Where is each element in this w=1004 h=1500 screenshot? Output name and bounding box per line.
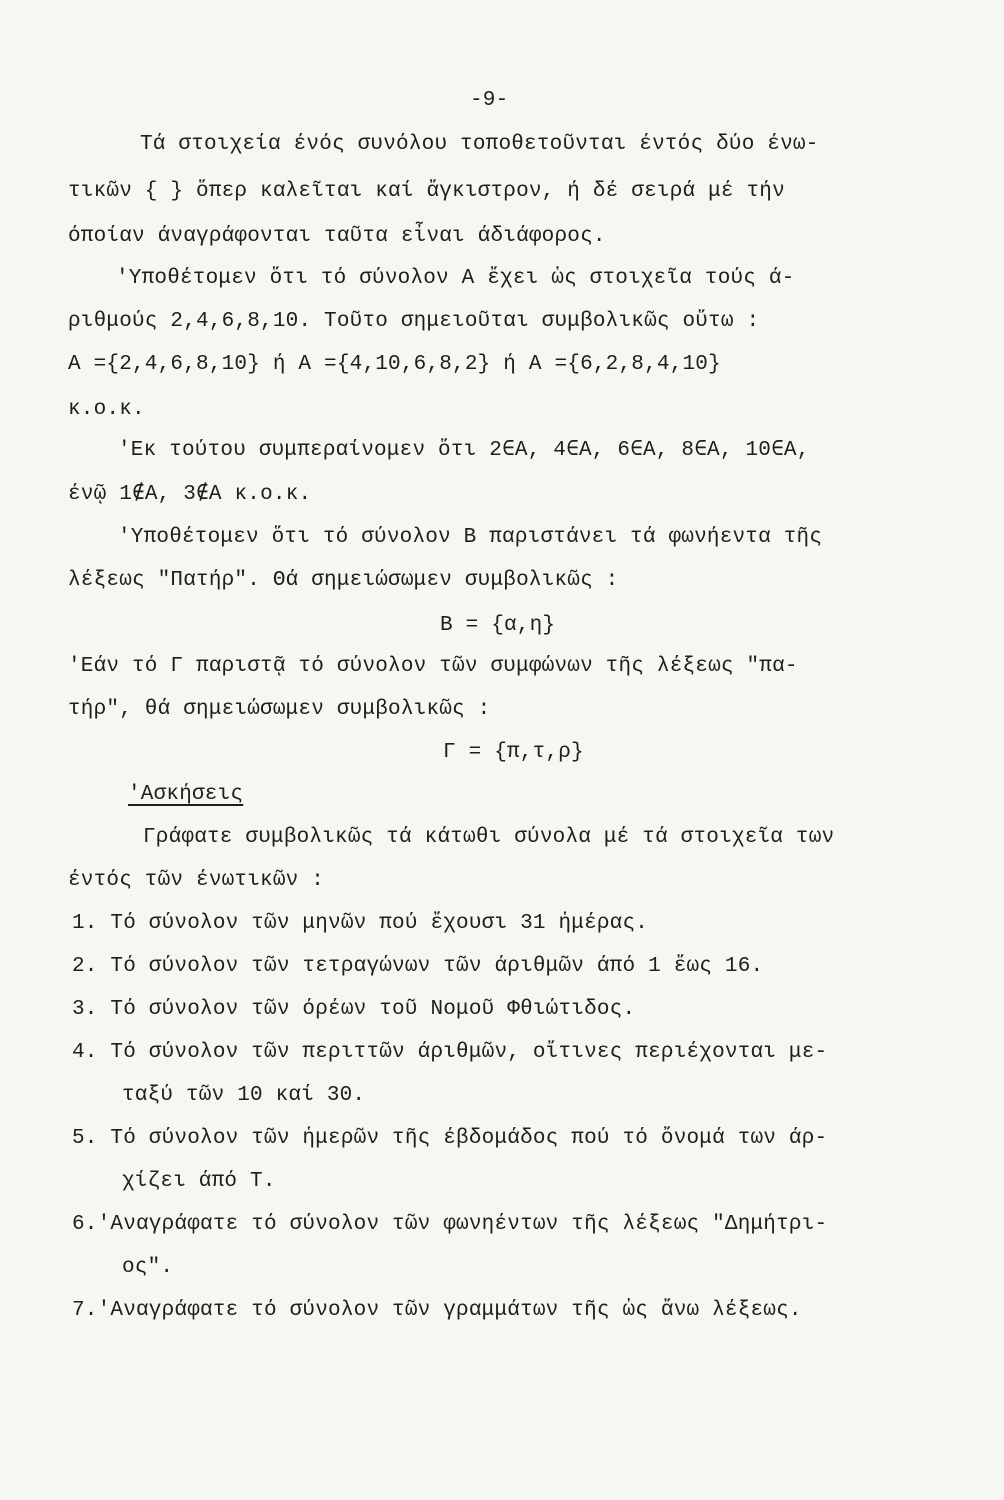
- exercise-1: 1. Τό σύνολον τῶν μηνῶν πού ἔχουσι 31 ἡμέρας.: [72, 912, 649, 935]
- text-line-14: τήρ", θά σημειώσωμεν συμβολικῶς :: [68, 698, 491, 721]
- exercises-heading: 'Ασκήσεις: [128, 783, 244, 806]
- exercise-7: 7.'Αναγράφατε τό σύνολον τῶν γραμμάτων τῆς ὡς ἄνω λέξεως.: [72, 1299, 802, 1322]
- text-line-2: τικῶν { } ὅπερ καλεῖται καί ἄγκιστρον, ή δέ σειρά μέ τήν: [68, 180, 785, 203]
- set-c-definition: Γ = {π,τ,ρ}: [443, 741, 584, 764]
- text-line-11: λέξεως "Πατήρ". Θά σημειώσωμεν συμβολικῶς :: [68, 569, 619, 592]
- exercise-6: 6.'Αναγράφατε τό σύνολον τῶν φωνηέντων τῆς λέξεως "Δημήτρι-: [72, 1213, 828, 1236]
- exercise-5: 5. Τό σύνολον τῶν ἡμερῶν τῆς έβδομάδος πού τό ὄνομά των άρ-: [72, 1127, 828, 1150]
- text-line-3: όποίαν άναγράφονται ταῦτα εἶναι άδιάφορος.: [68, 225, 606, 248]
- text-line-8: 'Εκ τούτου συμπεραίνομεν ὅτι 2∈Α, 4∈Α, 6∈Α, 8∈Α, 10∈Α,: [118, 439, 810, 462]
- exercise-2: 2. Τό σύνολον τῶν τετραγώνων τῶν άριθμῶν άπό 1 ἕως 16.: [72, 955, 764, 978]
- page-number: -9-: [470, 89, 509, 112]
- text-line-7: κ.ο.κ.: [68, 398, 145, 421]
- text-line-18: έντός τῶν ένωτικῶν :: [68, 869, 325, 892]
- exercise-6-cont: ος".: [122, 1256, 174, 1279]
- set-b-definition: Β = {α,η}: [440, 614, 556, 637]
- text-line-10: 'Υποθέτομεν ὅτι τό σύνολον Β παριστάνει τά φωνήεντα τῆς: [118, 526, 823, 549]
- text-line-9: ένῷ 1∉Α, 3∉Α κ.ο.κ.: [68, 483, 312, 506]
- text-line-4: 'Υποθέτομεν ὅτι τό σύνολον Α ἔχει ὡς στοιχεῖα τούς ά-: [116, 267, 795, 290]
- exercise-4: 4. Τό σύνολον τῶν περιττῶν άριθμῶν, οἵτινες περιέχονται με-: [72, 1041, 828, 1064]
- text-line-1: Τά στοιχεία ένός συνόλου τοποθετοῦνται έντός δύο ένω-: [140, 133, 819, 156]
- exercise-5-cont: χίζει άπό Τ.: [122, 1170, 276, 1193]
- exercise-3: 3. Τό σύνολον τῶν όρέων τοῦ Νομοῦ Φθιώτιδος.: [72, 998, 636, 1021]
- text-line-5: ριθμούς 2,4,6,8,10. Τοῦτο σημειοῦται συμβολικῶς οὕτω :: [68, 310, 760, 333]
- text-line-13: 'Εάν τό Γ παριστᾷ τό σύνολον τῶν συμφώνων τῆς λέξεως "πα-: [68, 655, 798, 678]
- text-line-17: Γράφατε συμβολικῶς τά κάτωθι σύνολα μέ τά στοιχεῖα των: [143, 826, 835, 849]
- set-a-definitions: Α ={2,4,6,8,10} ή Α ={4,10,6,8,2} ή Α ={6,2,8,4,10}: [68, 353, 721, 376]
- exercise-4-cont: ταξύ τῶν 10 καί 30.: [122, 1084, 366, 1107]
